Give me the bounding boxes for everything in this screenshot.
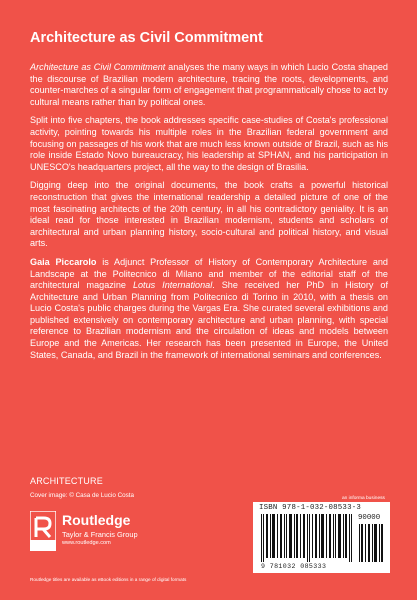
blurb-paragraph-3: Digging deep into the original documents, the book crafts a powerful historical reconstruction that gives the international readership a detailed picture of one of the most fascinating architects of the 20th century, in all his contradictory geniality. It is an ideal read for those interested in Brazilian modernism, students and scholars of architectural and urban planning history, socio-cultural and political history, and visual arts. — [30, 180, 388, 249]
author-bio-text-1: is Adjunct Professor of History of Contemporary Architecture and Landscape at the Politecnico di Milano and member of the editorial staff of the architectural magazine — [30, 256, 388, 291]
author-bio-text-2: . She received her PhD in History of Architecture and Urban Planning from Politecnico di Torino in 2010, with a thesis on Lucio Costa's public charges during the Vargas Era. She curated several exhibitions and published extensively on contemporary architecture and urban planning, with special reference to Brazilian modernism and the circulation of ideas and models between Europe and the Americas. Her research has been presented in Europe, the United States, Canada, and Brazil in the framework of international seminars and conferences. — [30, 280, 389, 360]
book-title: Architecture as Civil Commitment — [30, 30, 263, 46]
isbn-text: ISBN 978-1-032-08533-3 — [259, 504, 361, 512]
barcode-addon-digits: 90000 — [358, 514, 381, 522]
author-bio — [30, 257, 388, 361]
barcode-digits: 9 781032 085333 — [261, 563, 327, 570]
book-title-italic: Architecture as Civil Commitment — [30, 62, 166, 72]
publisher-name: Routledge — [62, 512, 131, 528]
blurb-paragraph-1-text: analyses the many ways in which Lucio Costa shaped the discourse of Brazilian modern architecture, tracing the roots, developments, and counter-marches of a singular form of engagement that programmatically chose to act by cultural means rather than by political ones. — [30, 62, 388, 107]
blurb-paragraph-1 — [30, 62, 388, 108]
magazine-name: Lotus International — [132, 280, 213, 291]
isbn-barcode — [253, 502, 390, 573]
publisher-url: www.routledge.com — [62, 540, 111, 546]
informa-business-tag: an informa business — [342, 496, 385, 501]
publisher-group: Taylor & Francis Group — [62, 530, 138, 539]
routledge-r-icon — [30, 511, 56, 551]
publisher-logo — [30, 511, 220, 551]
cover-image-credit: Cover image: © Casa de Lucio Costa — [30, 492, 135, 499]
blurb — [30, 62, 388, 368]
ebook-footnote: Routledge titles are available as eBook editions in a range of digital formats — [30, 577, 187, 582]
subject-category: ARCHITECTURE — [30, 476, 103, 486]
blurb-paragraph-2: Split into five chapters, the book addresses specific case-studies of Costa's professional activity, pointing towards his multiple roles in the Brazilian federal government and focusing on passages of his work that are much less known outside of Brazil, such as his role inside Estado Novo bureaucracy, his leadership at SPHAN, and his participation in UNESCO's headquarters project, all the way to the design of Brasilia. — [30, 115, 388, 172]
author-name: Gaia Piccarolo — [30, 256, 97, 267]
